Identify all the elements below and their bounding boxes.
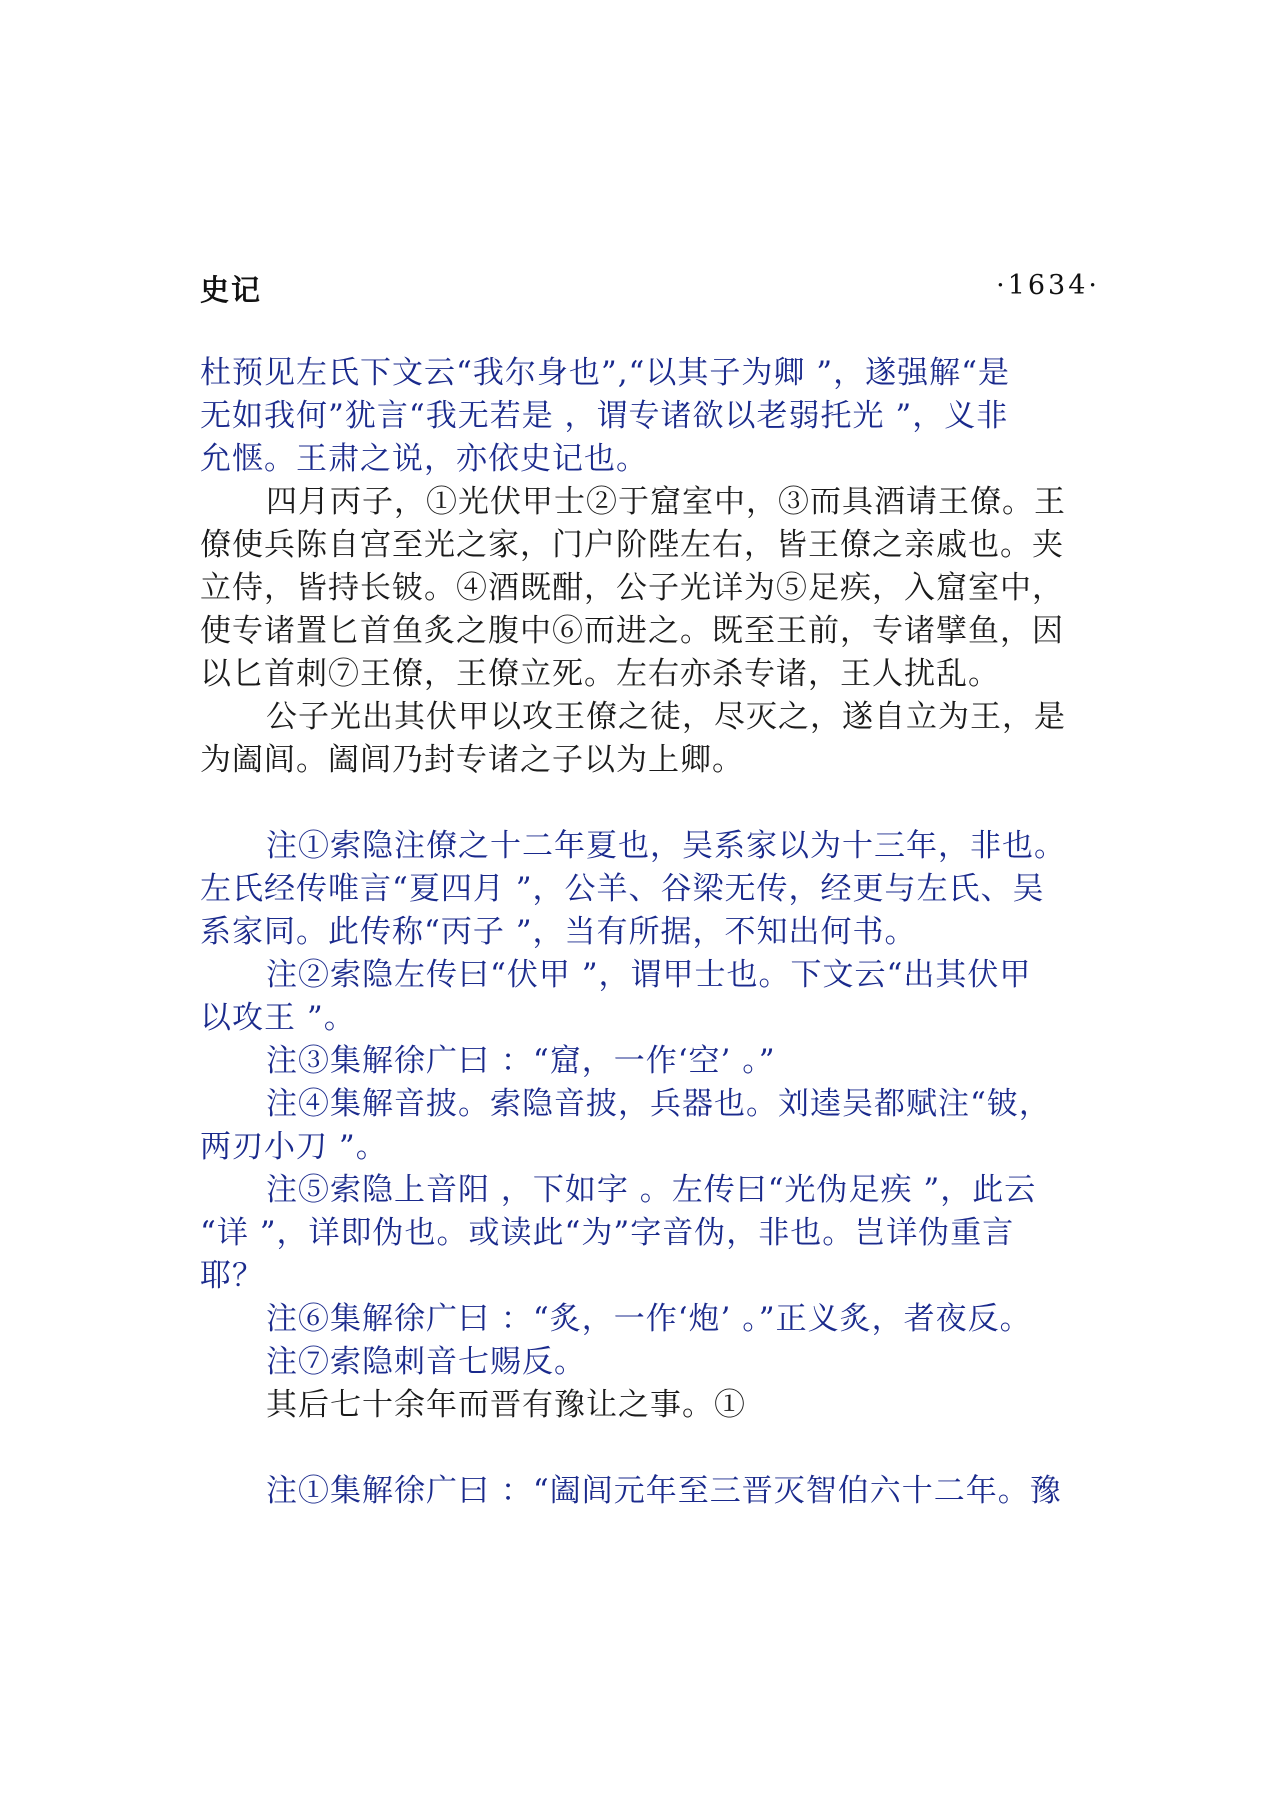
annotation-line: 耶？	[200, 1258, 264, 1294]
main-text-line: 公子光出其伏甲以攻王僚之徒，尽灭之，遂自立为王，是	[266, 699, 1066, 735]
annotation-line: 注⑥集解徐广曰 ：“炙，一作‘炮’ 。”正义炙，者夜反。	[266, 1301, 1032, 1337]
book-title: 史记	[200, 273, 263, 307]
annotation-line: 左氏经传唯言“夏四月 ”，公羊、谷梁无传，经更与左氏、吴	[200, 871, 1045, 907]
main-text-line: 四月丙子，①光伏甲士②于窟室中，③而具酒请王僚。王	[266, 484, 1066, 520]
main-text-line: 僚使兵陈自宫至光之家，门户阶陛左右，皆王僚之亲戚也。夹	[200, 527, 1064, 563]
annotation-line: 注①集解徐广曰 ：“阖闾元年至三晋灭智伯六十二年。豫	[266, 1473, 1062, 1509]
annotation-line: 允惬。王肃之说，亦依史记也。	[200, 441, 648, 477]
annotation-line: 以攻王 ”。	[200, 1000, 356, 1036]
blank-line	[200, 1427, 1105, 1470]
annotation-line: 注⑦索隐刺音七赐反。	[266, 1344, 586, 1380]
annotation-line: 注①索隐注僚之十二年夏也，吴系家以为十三年，非也。	[266, 828, 1066, 864]
annotation-line: 杜预见左氏下文云“我尔身也”,“以其子为卿 ”，遂强解“是	[200, 355, 1010, 391]
main-text-line: 其后七十余年而晋有豫让之事。①	[266, 1387, 746, 1423]
annotation-line: 注③集解徐广曰 ：“窟，一作‘空’ 。”	[266, 1043, 776, 1079]
text-body	[200, 352, 1105, 1513]
annotation-line: 无如我何”犹言“我无若是 ，谓专诸欲以老弱托光 ”，义非	[200, 398, 1009, 434]
page-number: ·1634·	[996, 270, 1100, 301]
annotation-line: 系家同。此传称“丙子 ”，当有所据，不知出何书。	[200, 914, 917, 950]
blank-line	[200, 782, 1105, 825]
running-header	[200, 268, 1100, 312]
annotation-line: 注④集解音披。索隐音披，兵器也。刘逵吴都赋注“铍，	[266, 1086, 1051, 1122]
annotation-line: “详 ”，详即伪也。或读此“为”字音伪，非也。岂详伪重言	[200, 1215, 1015, 1251]
annotation-line: 注⑤索隐上音阳 ，下如字 。左传曰“光伪足疾 ”，此云	[266, 1172, 1037, 1208]
main-text-line: 以匕首刺⑦王僚，王僚立死。左右亦杀专诸，王人扰乱。	[200, 656, 1000, 692]
main-text-line: 使专诸置匕首鱼炙之腹中⑥而进之。既至王前，专诸擘鱼，因	[200, 613, 1064, 649]
main-text-line: 立侍，皆持长铍。④酒既酣，公子光详为⑤足疾，入窟室中，	[200, 570, 1064, 606]
main-text-line: 为阖闾。阖闾乃封专诸之子以为上卿。	[200, 742, 744, 778]
annotation-line: 注②索隐左传曰“伏甲 ”，谓甲士也。下文云“出其伏甲	[266, 957, 1032, 993]
annotation-line: 两刃小刀 ”。	[200, 1129, 388, 1165]
